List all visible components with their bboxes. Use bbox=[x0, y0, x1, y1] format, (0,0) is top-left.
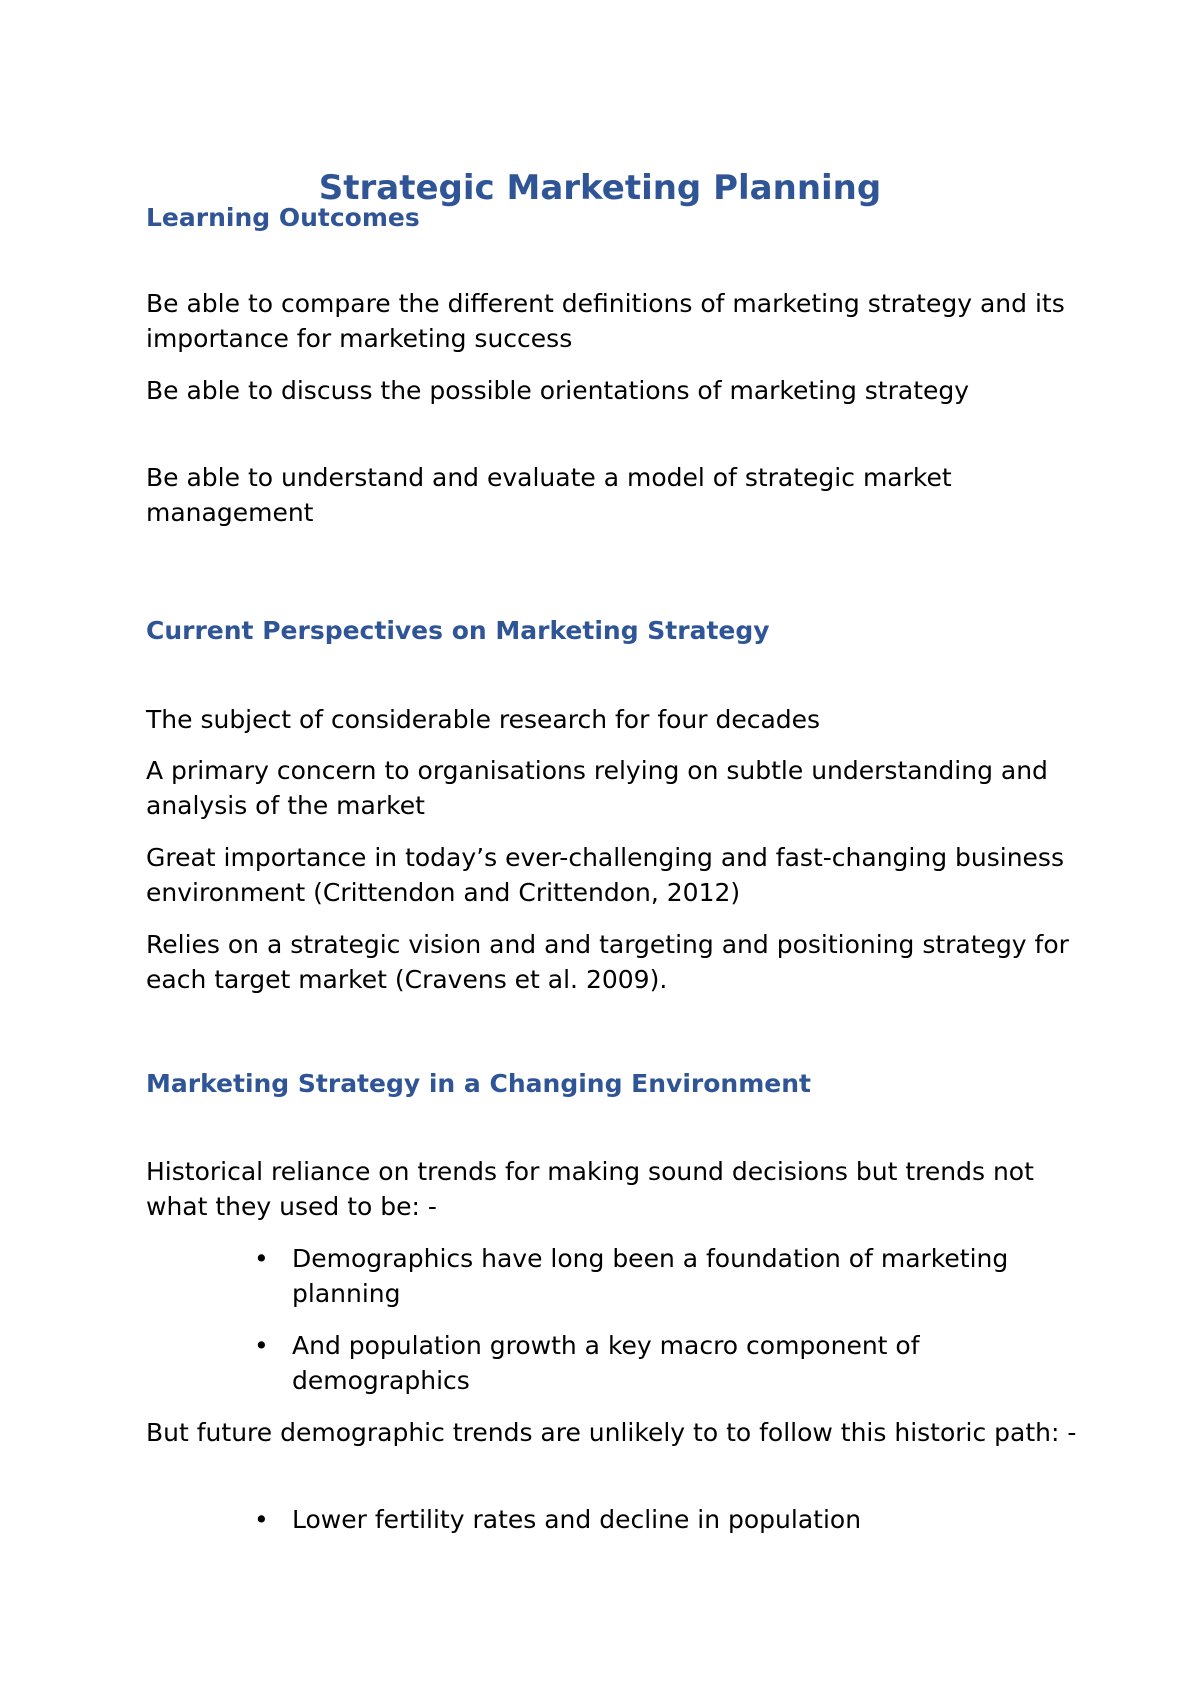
paragraph: But future demographic trends are unlikely to to follow this historic path: - bbox=[146, 1418, 1077, 1447]
list-item-text: And population growth a key macro component of demographics bbox=[292, 1331, 920, 1395]
bullet-icon: • bbox=[254, 1505, 269, 1534]
paragraph: Be able to compare the different definitions of marketing strategy and its importance for marketing success bbox=[146, 289, 1065, 353]
paragraph: Great importance in today’s ever-challenging and fast-changing business environment (Crittendon and Crittendon, 2012) bbox=[146, 843, 1064, 907]
paragraph: Relies on a strategic vision and and targeting and positioning strategy for each target market (Cravens et al. 2009). bbox=[146, 930, 1069, 994]
paragraph: A primary concern to organisations relying on subtle understanding and analysis of the market bbox=[146, 756, 1048, 820]
section-heading-learning-outcomes: Learning Outcomes bbox=[146, 203, 420, 232]
section-heading-current-perspectives: Current Perspectives on Marketing Strategy bbox=[146, 616, 770, 645]
paragraph: Historical reliance on trends for making sound decisions but trends not what they used to be: - bbox=[146, 1157, 1034, 1221]
document-title: Strategic Marketing Planning bbox=[318, 168, 882, 208]
section-heading-changing-environment: Marketing Strategy in a Changing Environment bbox=[146, 1069, 811, 1098]
bullet-icon: • bbox=[254, 1244, 269, 1273]
list-item-text: Demographics have long been a foundation of marketing planning bbox=[292, 1244, 1009, 1308]
bullet-icon: • bbox=[254, 1331, 269, 1360]
paragraph: Be able to understand and evaluate a model of strategic market management bbox=[146, 463, 952, 527]
paragraph: Be able to discuss the possible orientations of marketing strategy bbox=[146, 376, 970, 405]
list-item-text: Lower fertility rates and decline in population bbox=[292, 1505, 862, 1534]
paragraph: The subject of considerable research for four decades bbox=[146, 705, 821, 734]
